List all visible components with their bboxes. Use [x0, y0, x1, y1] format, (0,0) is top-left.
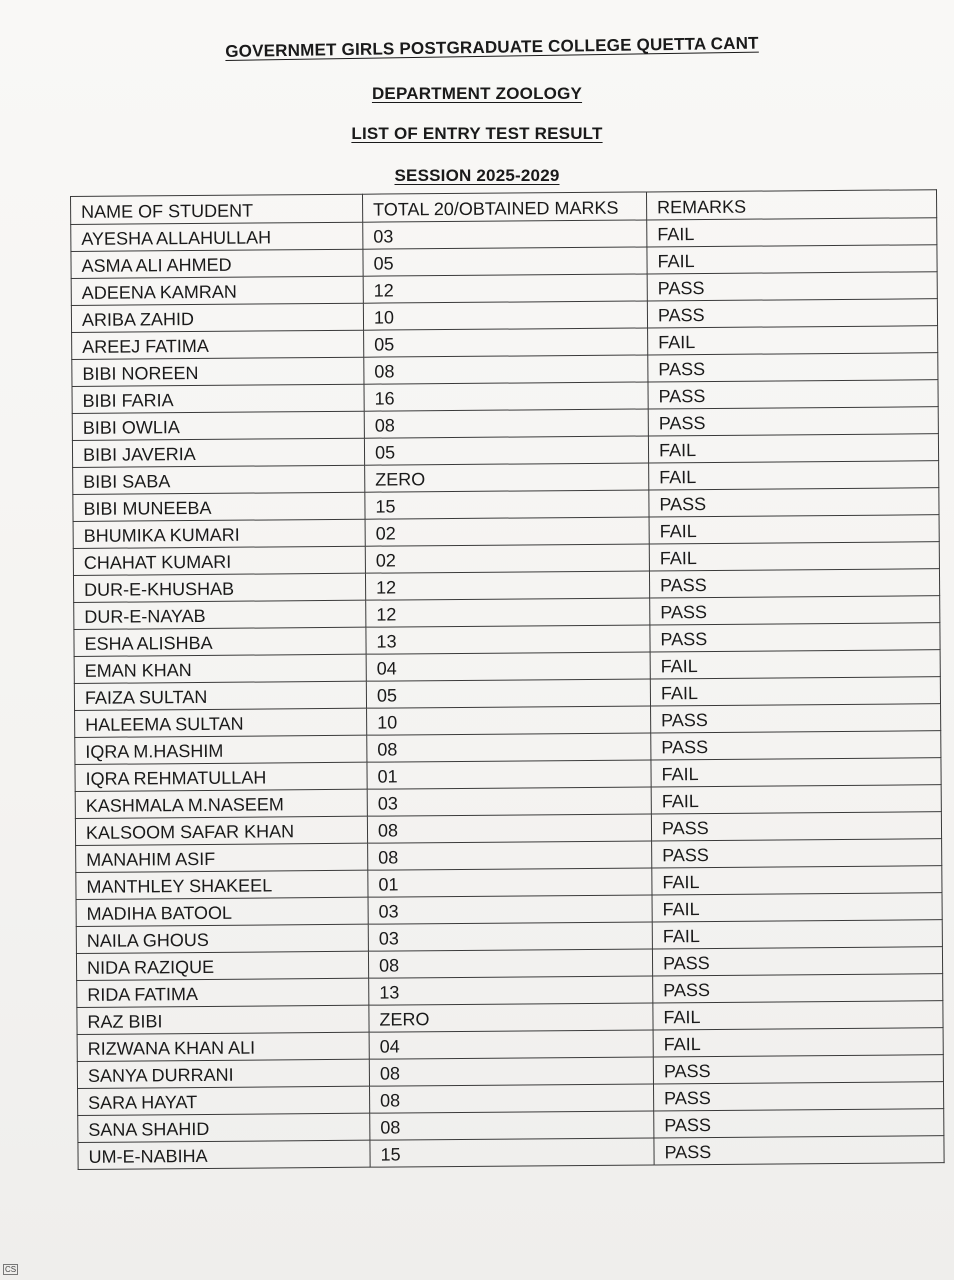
remarks-cell: PASS [653, 974, 943, 1003]
student-name-cell: CHAHAT KUMARI [73, 546, 365, 575]
student-name-cell: EMAN KHAN [74, 654, 366, 683]
remarks-cell: FAIL [651, 758, 941, 787]
marks-cell: 08 [367, 733, 651, 762]
marks-cell: 08 [370, 1111, 654, 1140]
student-name-cell: BIBI NOREEN [72, 357, 364, 386]
student-name-cell: FAIZA SULTAN [74, 681, 366, 710]
student-name-cell: NIDA RAZIQUE [76, 951, 368, 980]
marks-cell: 16 [364, 382, 648, 411]
remarks-cell: FAIL [649, 461, 939, 490]
marks-cell: 03 [363, 220, 647, 249]
student-name-cell: IQRA REHMATULLAH [75, 762, 367, 791]
student-name-cell: BIBI FARIA [72, 384, 364, 413]
remarks-cell: FAIL [647, 245, 937, 274]
remarks-cell: PASS [649, 488, 939, 517]
marks-cell: 08 [368, 949, 652, 978]
remarks-cell: PASS [654, 1136, 944, 1165]
remarks-cell: FAIL [647, 218, 937, 247]
table-body [71, 218, 944, 1170]
remarks-cell: PASS [651, 812, 941, 841]
remarks-cell: FAIL [653, 1001, 943, 1030]
remarks-cell: PASS [650, 623, 940, 652]
remarks-cell: PASS [648, 380, 938, 409]
student-name-cell: SANYA DURRANI [77, 1059, 369, 1088]
department-title: DEPARTMENT ZOOLOGY [371, 84, 583, 103]
marks-cell: 12 [365, 571, 649, 600]
remarks-cell: PASS [650, 596, 940, 625]
college-title: GOVERNMET GIRLS POSTGRADUATE COLLEGE QUETTA CANT [225, 33, 759, 61]
remarks-cell: FAIL [650, 677, 940, 706]
marks-cell: 04 [366, 652, 650, 681]
student-name-cell: AREEJ FATIMA [72, 330, 364, 359]
remarks-cell: PASS [647, 272, 937, 301]
marks-cell: 03 [367, 787, 651, 816]
student-name-cell: ASMA ALI AHMED [71, 249, 363, 278]
marks-cell: 01 [368, 868, 652, 897]
student-name-cell: SARA HAYAT [78, 1086, 370, 1115]
marks-cell: 12 [366, 598, 650, 627]
marks-cell: 13 [369, 976, 653, 1005]
marks-cell: 05 [364, 436, 648, 465]
student-name-cell: RIDA FATIMA [77, 978, 369, 1007]
marks-cell: 08 [364, 409, 648, 438]
result-table [70, 189, 945, 1170]
student-name-cell: BIBI SABA [73, 465, 365, 494]
student-name-cell: BIBI MUNEEBA [73, 492, 365, 521]
student-name-cell: MANTHLEY SHAKEEL [76, 870, 368, 899]
marks-cell: 03 [368, 922, 652, 951]
remarks-cell: FAIL [650, 650, 940, 679]
marks-cell: ZERO [369, 1003, 653, 1032]
student-name-cell: KALSOOM SAFAR KHAN [75, 816, 367, 845]
student-name-cell: RAZ BIBI [77, 1005, 369, 1034]
student-name-cell: BHUMIKA KUMARI [73, 519, 365, 548]
session-title: SESSION 2025-2029 [394, 166, 560, 185]
remarks-cell: FAIL [648, 326, 938, 355]
student-name-cell: ARIBA ZAHID [71, 303, 363, 332]
student-name-cell: MANAHIM ASIF [76, 843, 368, 872]
list-title: LIST OF ENTRY TEST RESULT [351, 124, 603, 143]
column-header-remarks: REMARKS [646, 190, 936, 220]
marks-cell: ZERO [365, 463, 649, 492]
remarks-cell: FAIL [652, 920, 942, 949]
remarks-cell: PASS [652, 839, 942, 868]
student-name-cell: DUR-E-NAYAB [74, 600, 366, 629]
student-name-cell: NAILA GHOUS [76, 924, 368, 953]
student-name-cell: SANA SHAHID [78, 1113, 370, 1142]
marks-cell: 15 [370, 1138, 654, 1167]
remarks-cell: PASS [647, 299, 937, 328]
student-name-cell: BIBI JAVERIA [72, 438, 364, 467]
student-name-cell: ESHA ALISHBA [74, 627, 366, 656]
column-header-marks: TOTAL 20/OBTAINED MARKS [362, 192, 646, 222]
student-name-cell: BIBI OWLIA [72, 411, 364, 440]
marks-cell: 03 [368, 895, 652, 924]
student-name-cell: HALEEMA SULTAN [75, 708, 367, 737]
marks-cell: 12 [363, 274, 647, 303]
student-name-cell: KASHMALA M.NASEEM [75, 789, 367, 818]
student-name-cell: UM-E-NABIHA [78, 1140, 370, 1169]
marks-cell: 01 [367, 760, 651, 789]
result-table-wrapper [70, 189, 944, 1170]
marks-cell: 08 [368, 841, 652, 870]
marks-cell: 08 [370, 1084, 654, 1113]
remarks-cell: FAIL [648, 434, 938, 463]
marks-cell: 13 [366, 625, 650, 654]
marks-cell: 08 [369, 1057, 653, 1086]
student-name-cell: ADEENA KAMRAN [71, 276, 363, 305]
remarks-cell: FAIL [652, 866, 942, 895]
remarks-cell: PASS [649, 569, 939, 598]
scanner-watermark [3, 1264, 18, 1275]
column-header-name: NAME OF STUDENT [71, 194, 363, 224]
remarks-cell: PASS [651, 731, 941, 760]
remarks-cell: PASS [652, 947, 942, 976]
marks-cell: 05 [364, 328, 648, 357]
remarks-cell: PASS [648, 353, 938, 382]
marks-cell: 08 [364, 355, 648, 384]
remarks-cell: FAIL [653, 1028, 943, 1057]
marks-cell: 02 [365, 517, 649, 546]
remarks-cell: PASS [651, 704, 941, 733]
scanner-logo: CS [5, 1265, 17, 1274]
marks-cell: 10 [363, 301, 647, 330]
marks-cell: 10 [367, 706, 651, 735]
marks-cell: 15 [365, 490, 649, 519]
remarks-cell: FAIL [651, 785, 941, 814]
remarks-cell: FAIL [649, 515, 939, 544]
student-name-cell: AYESHA ALLAHULLAH [71, 222, 363, 251]
remarks-cell: PASS [653, 1082, 943, 1111]
remarks-cell: FAIL [652, 893, 942, 922]
marks-cell: 04 [369, 1030, 653, 1059]
student-name-cell: IQRA M.HASHIM [75, 735, 367, 764]
student-name-cell: RIZWANA KHAN ALI [77, 1032, 369, 1061]
remarks-cell: FAIL [649, 542, 939, 571]
remarks-cell: PASS [654, 1109, 944, 1138]
marks-cell: 02 [365, 544, 649, 573]
marks-cell: 05 [366, 679, 650, 708]
student-name-cell: DUR-E-KHUSHAB [73, 573, 365, 602]
remarks-cell: PASS [653, 1055, 943, 1084]
marks-cell: 05 [363, 247, 647, 276]
remarks-cell: PASS [648, 407, 938, 436]
marks-cell: 08 [367, 814, 651, 843]
student-name-cell: MADIHA BATOOL [76, 897, 368, 926]
